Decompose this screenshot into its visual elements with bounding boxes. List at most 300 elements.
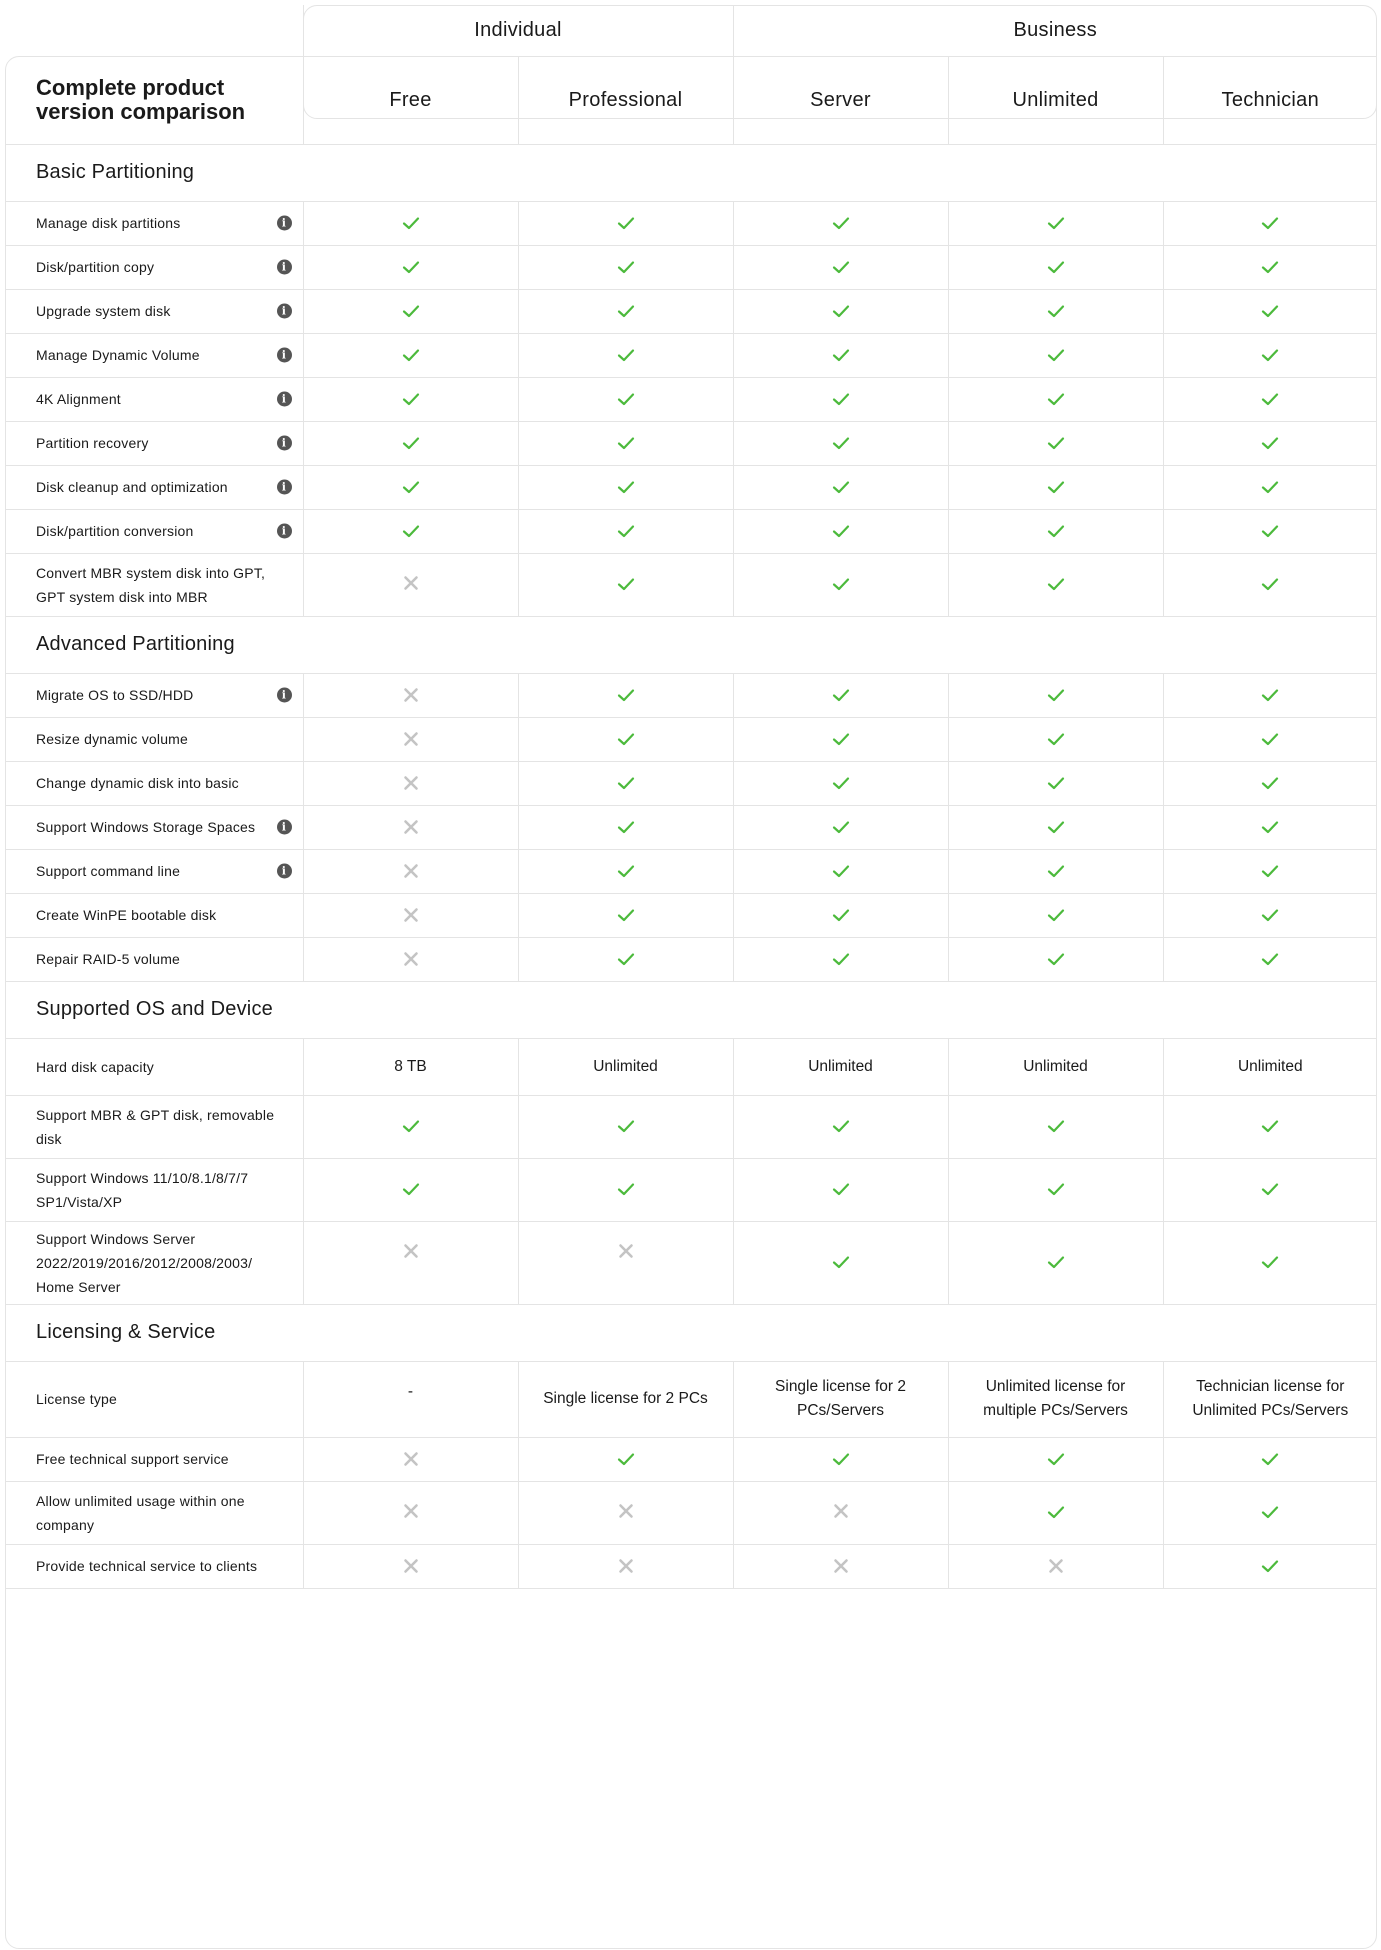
feature-label: Partition recovery	[36, 435, 149, 451]
check-icon	[1045, 211, 1067, 235]
cell-server	[733, 761, 948, 805]
feature-label: Disk cleanup and optimization	[36, 479, 228, 495]
cell-professional	[518, 245, 733, 289]
edition-professional: Professional	[518, 56, 733, 144]
feature-label: Support Windows Server 2022/2019/2016/2012/2008/2003/ Home Server	[36, 1230, 253, 1295]
check-icon	[615, 727, 637, 751]
check-icon	[1045, 299, 1067, 323]
section-title: Basic Partitioning	[5, 144, 1377, 201]
check-icon	[1045, 771, 1067, 795]
cell-free	[303, 553, 518, 616]
feature-row	[5, 333, 1377, 377]
cell-free	[303, 1038, 518, 1095]
feature-cell	[5, 1221, 303, 1304]
check-icon	[400, 1115, 422, 1139]
check-icon	[1045, 1115, 1067, 1139]
info-icon[interactable]: i	[277, 480, 292, 495]
group-individual: Individual	[303, 5, 733, 56]
group-header-spacer	[5, 5, 303, 56]
check-icon	[1045, 387, 1067, 411]
feature-cell	[5, 333, 303, 377]
feature-cell	[5, 893, 303, 937]
check-icon	[830, 683, 852, 707]
cell-professional	[518, 893, 733, 937]
cross-icon	[402, 815, 420, 839]
check-icon	[1045, 727, 1067, 751]
comparison-body	[5, 144, 1377, 1588]
cross-icon	[402, 947, 420, 971]
check-icon	[615, 903, 637, 927]
check-icon	[400, 431, 422, 455]
check-icon	[615, 519, 637, 543]
check-icon	[1259, 815, 1281, 839]
cell-technician	[1163, 289, 1377, 333]
cell-free	[303, 849, 518, 893]
section-header-row	[5, 981, 1377, 1038]
cell-unlimited	[948, 1158, 1163, 1221]
cell-technician	[1163, 509, 1377, 553]
feature-label: Convert MBR system disk into GPT, GPT system disk into MBR	[36, 564, 266, 605]
feature-cell	[5, 717, 303, 761]
cell-technician	[1163, 1361, 1377, 1437]
cell-server	[733, 333, 948, 377]
check-icon	[1259, 255, 1281, 279]
cell-free	[303, 1095, 518, 1158]
check-icon	[1259, 431, 1281, 455]
cell-server	[733, 849, 948, 893]
info-icon[interactable]: i	[277, 392, 292, 407]
cell-technician	[1163, 673, 1377, 717]
group-business: Business	[733, 5, 1377, 56]
cell-professional	[518, 717, 733, 761]
feature-row	[5, 1361, 1377, 1437]
cell-server	[733, 245, 948, 289]
check-icon	[1045, 255, 1067, 279]
check-icon	[830, 519, 852, 543]
cell-value: Technician license for Unlimited PCs/Servers	[1192, 1378, 1349, 1419]
feature-cell	[5, 937, 303, 981]
check-icon	[830, 255, 852, 279]
feature-cell	[5, 245, 303, 289]
cross-icon	[617, 1240, 635, 1264]
cell-unlimited	[948, 937, 1163, 981]
cell-server	[733, 893, 948, 937]
check-icon	[1045, 1447, 1067, 1471]
cell-unlimited	[948, 289, 1163, 333]
check-icon	[1259, 683, 1281, 707]
cell-value: Unlimited	[808, 1057, 873, 1075]
check-icon	[830, 475, 852, 499]
check-icon	[1259, 1554, 1281, 1578]
cell-professional	[518, 1544, 733, 1588]
cell-professional	[518, 1361, 733, 1437]
cell-unlimited	[948, 1437, 1163, 1481]
cross-icon	[617, 1500, 635, 1524]
section-header-row	[5, 616, 1377, 673]
feature-row	[5, 509, 1377, 553]
check-icon	[1259, 903, 1281, 927]
check-icon	[1259, 1178, 1281, 1202]
info-icon[interactable]: i	[277, 348, 292, 363]
cross-icon	[832, 1500, 850, 1524]
cell-professional	[518, 377, 733, 421]
cross-icon	[402, 572, 420, 596]
info-icon[interactable]: i	[277, 820, 292, 835]
cell-server	[733, 1038, 948, 1095]
cell-professional	[518, 465, 733, 509]
cell-value: -	[407, 1382, 414, 1400]
check-icon	[615, 1447, 637, 1471]
feature-row	[5, 1437, 1377, 1481]
info-icon[interactable]: i	[277, 524, 292, 539]
cell-unlimited	[948, 761, 1163, 805]
cell-free	[303, 1437, 518, 1481]
feature-label: Free technical support service	[36, 1451, 229, 1467]
check-icon	[830, 859, 852, 883]
feature-label: Resize dynamic volume	[36, 731, 189, 747]
cell-value: Unlimited license for multiple PCs/Servers	[983, 1378, 1128, 1419]
cell-professional	[518, 1437, 733, 1481]
feature-label: Allow unlimited usage within one company	[36, 1492, 245, 1533]
feature-row	[5, 937, 1377, 981]
cell-professional	[518, 761, 733, 805]
feature-label: Create WinPE bootable disk	[36, 907, 217, 923]
cell-professional	[518, 421, 733, 465]
cell-free	[303, 1544, 518, 1588]
feature-cell	[5, 849, 303, 893]
cell-professional	[518, 673, 733, 717]
cell-unlimited	[948, 421, 1163, 465]
feature-row	[5, 673, 1377, 717]
cross-icon	[832, 1554, 850, 1578]
feature-row	[5, 465, 1377, 509]
cell-professional	[518, 1095, 733, 1158]
cell-server	[733, 1361, 948, 1437]
cell-unlimited	[948, 805, 1163, 849]
section-title: Supported OS and Device	[5, 981, 1377, 1038]
check-icon	[1045, 519, 1067, 543]
cell-technician	[1163, 761, 1377, 805]
cell-server	[733, 673, 948, 717]
check-icon	[1259, 519, 1281, 543]
cell-free	[303, 377, 518, 421]
check-icon	[1045, 947, 1067, 971]
cell-server	[733, 1095, 948, 1158]
cell-free	[303, 1361, 518, 1437]
feature-label: Upgrade system disk	[36, 303, 171, 319]
cell-free	[303, 509, 518, 553]
cell-unlimited	[948, 1221, 1163, 1304]
check-icon	[615, 771, 637, 795]
feature-label: Change dynamic disk into basic	[36, 775, 239, 791]
cell-professional	[518, 937, 733, 981]
cross-icon	[1047, 1554, 1065, 1578]
cell-professional	[518, 553, 733, 616]
cell-professional	[518, 1221, 733, 1304]
feature-row	[5, 1095, 1377, 1158]
check-icon	[1045, 343, 1067, 367]
check-icon	[615, 859, 637, 883]
info-icon[interactable]: i	[277, 436, 292, 451]
check-icon	[1045, 1501, 1067, 1525]
check-icon	[1045, 431, 1067, 455]
check-icon	[400, 343, 422, 367]
feature-cell	[5, 289, 303, 333]
cell-unlimited	[948, 509, 1163, 553]
feature-label: Support Windows Storage Spaces	[36, 819, 256, 835]
feature-row	[5, 421, 1377, 465]
cell-value: Unlimited	[593, 1057, 658, 1075]
check-icon	[830, 771, 852, 795]
cell-unlimited	[948, 1095, 1163, 1158]
cell-unlimited	[948, 1038, 1163, 1095]
check-icon	[1259, 387, 1281, 411]
check-icon	[1259, 1251, 1281, 1275]
cell-server	[733, 1437, 948, 1481]
feature-label: Manage disk partitions	[36, 215, 181, 231]
check-icon	[830, 299, 852, 323]
check-icon	[615, 475, 637, 499]
feature-cell	[5, 1095, 303, 1158]
check-icon	[830, 1115, 852, 1139]
cross-icon	[402, 903, 420, 927]
feature-row	[5, 1038, 1377, 1095]
check-icon	[1259, 299, 1281, 323]
cell-technician	[1163, 1038, 1377, 1095]
feature-label: Migrate OS to SSD/HDD	[36, 687, 194, 703]
cell-professional	[518, 201, 733, 245]
feature-cell	[5, 421, 303, 465]
check-icon	[1045, 1178, 1067, 1202]
check-icon	[400, 255, 422, 279]
check-icon	[1259, 727, 1281, 751]
check-icon	[1259, 1115, 1281, 1139]
cell-server	[733, 377, 948, 421]
cell-technician	[1163, 717, 1377, 761]
cell-technician	[1163, 421, 1377, 465]
cell-free	[303, 421, 518, 465]
cell-free	[303, 761, 518, 805]
feature-row	[5, 245, 1377, 289]
check-icon	[615, 815, 637, 839]
cell-unlimited	[948, 849, 1163, 893]
cell-unlimited	[948, 717, 1163, 761]
cell-unlimited	[948, 553, 1163, 616]
cell-unlimited	[948, 377, 1163, 421]
check-icon	[400, 299, 422, 323]
cell-technician	[1163, 245, 1377, 289]
cell-server	[733, 553, 948, 616]
check-icon	[615, 255, 637, 279]
feature-label: Support command line	[36, 863, 181, 879]
cell-unlimited	[948, 893, 1163, 937]
cell-technician	[1163, 893, 1377, 937]
check-icon	[830, 815, 852, 839]
check-icon	[615, 387, 637, 411]
feature-cell	[5, 673, 303, 717]
feature-cell	[5, 1158, 303, 1221]
cell-value: 8 TB	[394, 1057, 427, 1075]
check-icon	[400, 519, 422, 543]
cell-server	[733, 1544, 948, 1588]
check-icon	[830, 1178, 852, 1202]
cell-value: Single license for 2 PCs/Servers	[775, 1378, 906, 1419]
edition-unlimited: Unlimited	[948, 56, 1163, 144]
cell-technician	[1163, 805, 1377, 849]
cell-free	[303, 805, 518, 849]
check-icon	[1045, 815, 1067, 839]
cell-free	[303, 289, 518, 333]
cell-professional	[518, 1038, 733, 1095]
check-icon	[1045, 683, 1067, 707]
cell-server	[733, 201, 948, 245]
cell-server	[733, 421, 948, 465]
check-icon	[830, 343, 852, 367]
check-icon	[400, 211, 422, 235]
cell-server	[733, 937, 948, 981]
cell-server	[733, 717, 948, 761]
feature-cell	[5, 1437, 303, 1481]
cell-server	[733, 1221, 948, 1304]
cell-professional	[518, 1158, 733, 1221]
feature-label: Support Windows 11/10/8.1/8/7/7 SP1/Vista/XP	[36, 1169, 249, 1210]
edition-server: Server	[733, 56, 948, 144]
section-header-row	[5, 1304, 1377, 1361]
cross-icon	[402, 1500, 420, 1524]
check-icon	[830, 947, 852, 971]
edition-free: Free	[303, 56, 518, 144]
cell-technician	[1163, 201, 1377, 245]
info-icon[interactable]: i	[277, 864, 292, 879]
cell-unlimited	[948, 1481, 1163, 1544]
feature-row	[5, 761, 1377, 805]
cell-professional	[518, 289, 733, 333]
edition-header-row	[5, 56, 1377, 144]
check-icon	[1045, 475, 1067, 499]
cell-server	[733, 289, 948, 333]
info-icon[interactable]: i	[277, 260, 292, 275]
cross-icon	[402, 1240, 420, 1264]
feature-label: Disk/partition copy	[36, 259, 155, 275]
cell-technician	[1163, 1158, 1377, 1221]
cell-technician	[1163, 1095, 1377, 1158]
cell-free	[303, 465, 518, 509]
feature-row	[5, 1221, 1377, 1304]
check-icon	[400, 1178, 422, 1202]
check-icon	[1259, 1447, 1281, 1471]
cell-professional	[518, 333, 733, 377]
check-icon	[830, 1251, 852, 1275]
check-icon	[1259, 1501, 1281, 1525]
cell-free	[303, 333, 518, 377]
feature-cell	[5, 805, 303, 849]
cell-professional	[518, 509, 733, 553]
check-icon	[830, 387, 852, 411]
feature-row	[5, 553, 1377, 616]
check-icon	[615, 343, 637, 367]
check-icon	[830, 1447, 852, 1471]
info-icon[interactable]: i	[277, 304, 292, 319]
cell-unlimited	[948, 673, 1163, 717]
cell-free	[303, 1481, 518, 1544]
feature-row	[5, 717, 1377, 761]
info-icon[interactable]: i	[277, 688, 292, 703]
check-icon	[830, 431, 852, 455]
edition-technician: Technician	[1163, 56, 1377, 144]
cell-professional	[518, 1481, 733, 1544]
cell-free	[303, 937, 518, 981]
cross-icon	[402, 859, 420, 883]
feature-cell	[5, 1361, 303, 1437]
feature-label: Provide technical service to clients	[36, 1558, 258, 1574]
check-icon	[400, 475, 422, 499]
table-title: Complete product version comparison	[5, 56, 303, 144]
comparison-table	[5, 5, 1377, 1589]
feature-cell	[5, 509, 303, 553]
cell-technician	[1163, 333, 1377, 377]
check-icon	[615, 1178, 637, 1202]
feature-label: Support MBR & GPT disk, removable disk	[36, 1106, 275, 1147]
cell-free	[303, 673, 518, 717]
cell-server	[733, 465, 948, 509]
cell-unlimited	[948, 1544, 1163, 1588]
cell-professional	[518, 805, 733, 849]
cross-icon	[402, 1447, 420, 1471]
cell-unlimited	[948, 1361, 1163, 1437]
feature-row	[5, 289, 1377, 333]
info-icon[interactable]: i	[277, 216, 292, 231]
cell-unlimited	[948, 201, 1163, 245]
feature-cell	[5, 761, 303, 805]
feature-row	[5, 805, 1377, 849]
feature-label: Hard disk capacity	[36, 1058, 154, 1075]
check-icon	[830, 903, 852, 927]
check-icon	[615, 573, 637, 597]
feature-row	[5, 1481, 1377, 1544]
cell-technician	[1163, 377, 1377, 421]
feature-cell	[5, 553, 303, 616]
cell-unlimited	[948, 465, 1163, 509]
cell-free	[303, 1221, 518, 1304]
feature-row	[5, 1158, 1377, 1221]
cell-value: Unlimited	[1237, 1057, 1303, 1075]
feature-cell	[5, 1038, 303, 1095]
check-icon	[1259, 947, 1281, 971]
group-header-row	[5, 5, 1377, 56]
cell-technician	[1163, 553, 1377, 616]
cell-technician	[1163, 849, 1377, 893]
cell-technician	[1163, 1544, 1377, 1588]
check-icon	[830, 573, 852, 597]
cross-icon	[402, 683, 420, 707]
feature-cell	[5, 465, 303, 509]
feature-cell	[5, 377, 303, 421]
feature-label: Disk/partition conversion	[36, 523, 194, 539]
feature-row	[5, 1544, 1377, 1588]
check-icon	[1259, 771, 1281, 795]
feature-cell	[5, 201, 303, 245]
cell-value: Unlimited	[1023, 1057, 1088, 1075]
cross-icon	[402, 727, 420, 751]
feature-label: 4K Alignment	[36, 391, 121, 407]
check-icon	[615, 683, 637, 707]
check-icon	[1259, 573, 1281, 597]
feature-row	[5, 201, 1377, 245]
cell-free	[303, 717, 518, 761]
cell-technician	[1163, 465, 1377, 509]
check-icon	[615, 431, 637, 455]
cross-icon	[402, 771, 420, 795]
